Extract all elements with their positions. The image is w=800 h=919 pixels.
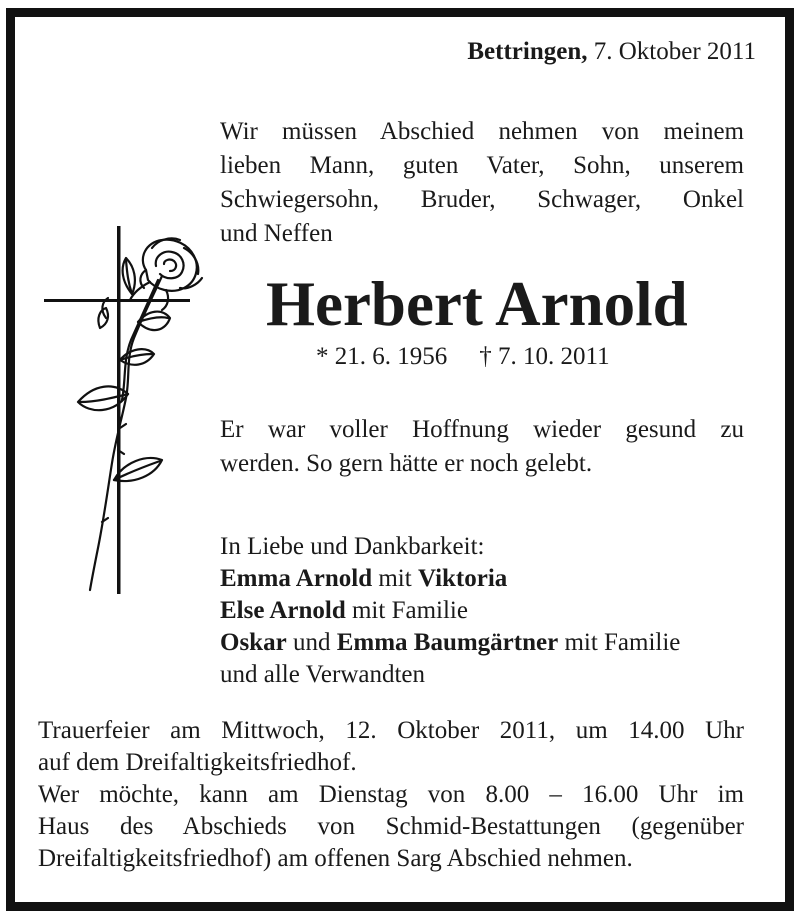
hope-line: Er war voller Hoffnung wieder gesund zu (220, 416, 744, 443)
funeral-info (38, 715, 744, 875)
cross-with-rose-icon (34, 218, 214, 598)
mourner-row: und alle Verwandten (220, 661, 426, 688)
intro-line: und Neffen (220, 220, 333, 247)
hope-text (220, 413, 744, 481)
intro-text (220, 115, 744, 251)
funeral-line: auf dem Dreifaltigkeitsfriedhof. (38, 749, 357, 776)
birth-date: * 21. 6. 1956 (316, 343, 448, 370)
mourner-name: Viktoria (417, 565, 508, 592)
mourner-name: Emma Arnold (220, 565, 373, 592)
intro-line: Schwiegersohn, Bruder, Schwager, Onkel (220, 186, 744, 213)
place: Bettringen, (467, 38, 588, 65)
mourner-joiner: mit (372, 565, 418, 592)
mourner-name: Else Arnold (220, 597, 346, 624)
mourner-name: Emma Baumgärtner (336, 629, 559, 656)
place-date (467, 38, 756, 66)
life-dates (316, 343, 610, 371)
death-date: † 7. 10. 2011 (479, 343, 610, 370)
funeral-line: Wer möchte, kann am Dienstag von 8.00 – 16.00 Uhr im (38, 781, 744, 808)
funeral-line: Dreifaltigkeitsfriedhof) am offenen Sarg Abschied nehmen. (38, 845, 633, 872)
hope-line: werden. So gern hätte er noch gelebt. (220, 450, 593, 477)
date: 7. Oktober 2011 (593, 38, 756, 65)
mourner-joiner: und (286, 629, 337, 656)
mourners-intro: In Liebe und Dankbarkeit: (220, 533, 485, 560)
mourner-row (220, 563, 760, 595)
mourner-row (220, 595, 760, 627)
mourner-name: Oskar (220, 629, 287, 656)
mourner-row (220, 627, 760, 659)
mourner-joiner: mit Familie (558, 629, 681, 656)
deceased-name: Herbert Arnold (266, 269, 688, 339)
mourners-list (220, 531, 760, 691)
intro-line: Wir müssen Abschied nehmen von meinem (220, 118, 744, 145)
funeral-line: Haus des Abschieds von Schmid-Bestattungen (gegenüber (38, 813, 744, 840)
funeral-line: Trauerfeier am Mittwoch, 12. Oktober 2011, um 14.00 Uhr (38, 717, 744, 744)
mourner-joiner: mit Familie (345, 597, 468, 624)
intro-line: lieben Mann, guten Vater, Sohn, unserem (220, 152, 744, 179)
